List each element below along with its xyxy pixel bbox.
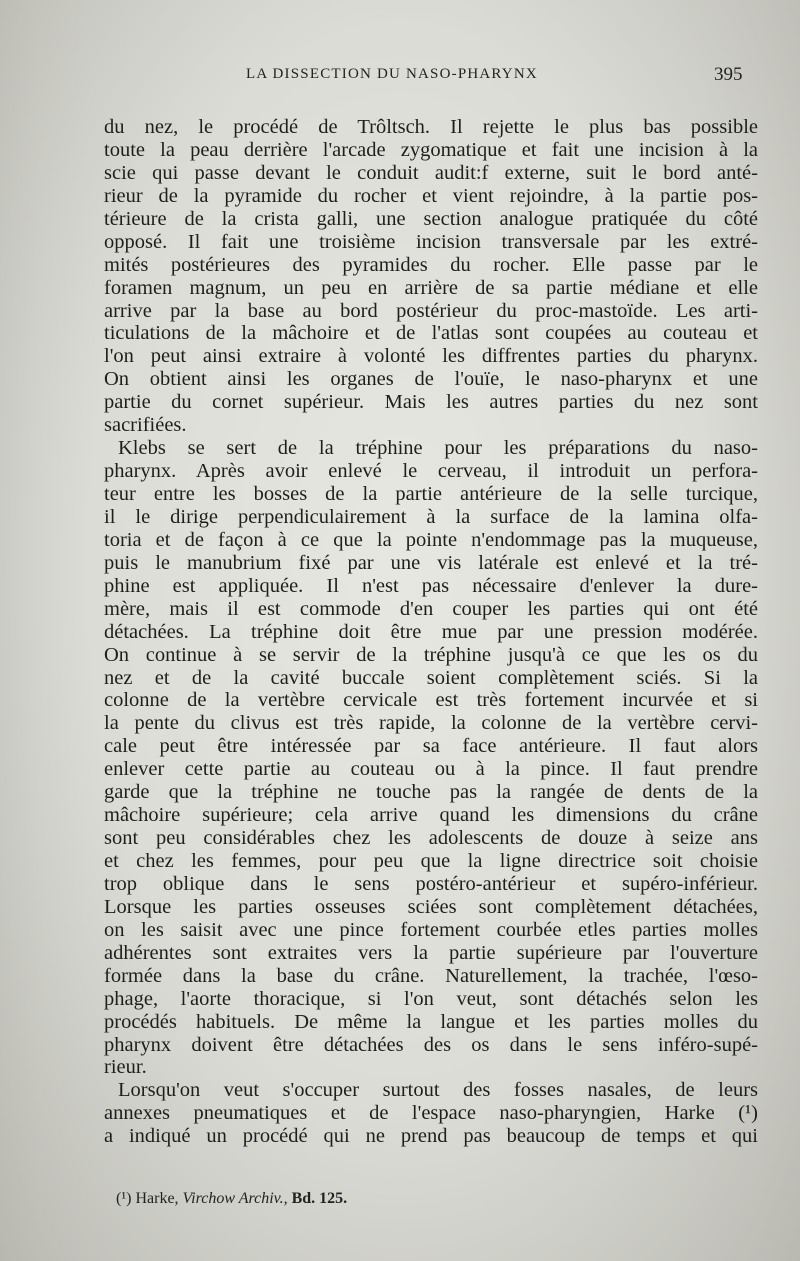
text-line: détachées. La tréphine doit être mue par une pression modérée. xyxy=(104,620,758,643)
text-line: enlever cette partie au couteau ou à la pince. Il faut prendre xyxy=(104,758,758,781)
text-line: teur entre les bosses de la partie antérieure de la selle turcique, xyxy=(104,483,758,505)
text-line: on les saisit avec une pince fortement courbée etles parties molles xyxy=(104,918,758,941)
text-line: a indiqué un procédé qui ne prend pas beaucoup de temps et qui xyxy=(104,1125,758,1148)
text-line: partie du cornet supérieur. Mais les autres parties du nez sont xyxy=(104,391,758,414)
text-line: annexes pneumatiques et de l'espace naso-pharyngien, Harke (¹) xyxy=(104,1102,758,1125)
text-line: sacrifiées. xyxy=(104,414,187,437)
text-line: mère, mais il est commode d'en couper les parties qui ont été xyxy=(104,597,758,620)
text-line: phine est appliquée. Il n'est pas nécessaire d'enlever la dure- xyxy=(104,574,758,597)
text-line: du nez, le procédé de Trôltsch. Il rejette le plus bas possible xyxy=(104,116,758,138)
text-line: nez et de la cavité buccale soient complètement sciés. Si la xyxy=(104,666,758,689)
page-number: 395 xyxy=(714,64,743,85)
text-line: mâchoire supérieure; cela arrive quand les dimensions du crâne xyxy=(104,804,758,827)
text-line: ticulations de la mâchoire et de l'atlas sont coupées au couteau et xyxy=(104,322,758,345)
footnote-journal: Virchow Archiv., xyxy=(182,1190,288,1207)
text-line: Klebs se sert de la tréphine pour les préparations du naso- xyxy=(118,437,758,460)
text-line: foramen magnum, un peu en arrière de sa partie médiane et elle xyxy=(104,276,758,299)
text-line: pharynx. Après avoir enlevé le cerveau, il introduit un perfora- xyxy=(104,460,758,483)
text-line: phage, l'aorte thoracique, si l'on veut, sont détachés selon les xyxy=(104,987,758,1010)
body-text xyxy=(104,116,758,1148)
text-line: rieur de la pyramide du rocher et vient rejoindre, à la partie pos- xyxy=(104,184,758,207)
text-line: térieure de la crista galli, une section analogue pratiquée du côté xyxy=(104,207,758,230)
text-line: On continue à se servir de la tréphine jusqu'à ce que les os du xyxy=(104,643,758,666)
text-line: opposé. Il fait une troisième incision transversale par les extré- xyxy=(104,230,758,253)
text-line: toria et de façon à ce que la pointe n'endommage pas la muqueuse, xyxy=(104,528,758,551)
text-line: et chez les femmes, pour peu que la ligne directrice soit choisie xyxy=(104,850,758,872)
footnote-author: Harke, xyxy=(135,1190,179,1207)
text-line: garde que la tréphine ne touche pas la rangée de dents de la xyxy=(104,781,758,804)
text-line: l'on peut ainsi extraire à volonté les diffrentes parties du pharynx. xyxy=(104,345,758,368)
text-line: trop oblique dans le sens postéro-antérieur et supéro-inférieur. xyxy=(104,872,758,895)
text-line: procédés habituels. De même la langue et les parties molles du xyxy=(104,1010,758,1033)
text-line: puis le manubrium fixé par une vis latérale est enlevé et la tré- xyxy=(104,551,758,574)
text-line: toute la peau derrière l'arcade zygomatique et fait une incision à la xyxy=(104,138,758,161)
text-line: colonne de la vertèbre cervicale est très fortement incurvée et si xyxy=(104,689,758,712)
text-line: On obtient ainsi les organes de l'ouïe, le naso-pharynx et une xyxy=(104,368,758,391)
text-line: il le dirige perpendiculairement à la surface de la lamina olfa- xyxy=(104,505,758,528)
footnote-volume: Bd. 125. xyxy=(291,1190,348,1207)
text-line: adhérentes sont extraites vers la partie supérieure par l'ouverture xyxy=(104,941,758,964)
footnote xyxy=(116,1190,347,1208)
text-line: la pente du clivus est très rapide, la colonne de la vertèbre cervi- xyxy=(104,712,758,735)
text-line: Lorsque les parties osseuses sciées sont complètement détachées, xyxy=(104,895,758,918)
text-line: rieur. xyxy=(104,1056,147,1079)
text-line: pharynx doivent être détachées des os dans le sens inféro-supé- xyxy=(104,1033,758,1056)
text-line: sont peu considérables chez les adolescents de douze à seize ans xyxy=(104,827,758,850)
running-title: LA DISSECTION DU NASO-PHARYNX xyxy=(246,66,538,82)
text-line: cale peut être intéressée par sa face antérieure. Il faut alors xyxy=(104,735,758,758)
footnote-marker: (¹) xyxy=(116,1190,132,1207)
running-header xyxy=(0,64,800,94)
text-line: Lorsqu'on veut s'occuper surtout des fosses nasales, de leurs xyxy=(118,1079,758,1102)
text-line: scie qui passe devant le conduit audit:f externe, suit le bord anté- xyxy=(104,161,758,184)
text-line: mités postérieures des pyramides du rocher. Elle passe par le xyxy=(104,253,758,276)
text-line: formée dans la base du crâne. Naturellement, la trachée, l'œso- xyxy=(104,964,758,987)
text-line: arrive par la base au bord postérieur du proc-mastoïde. Les arti- xyxy=(104,299,758,322)
